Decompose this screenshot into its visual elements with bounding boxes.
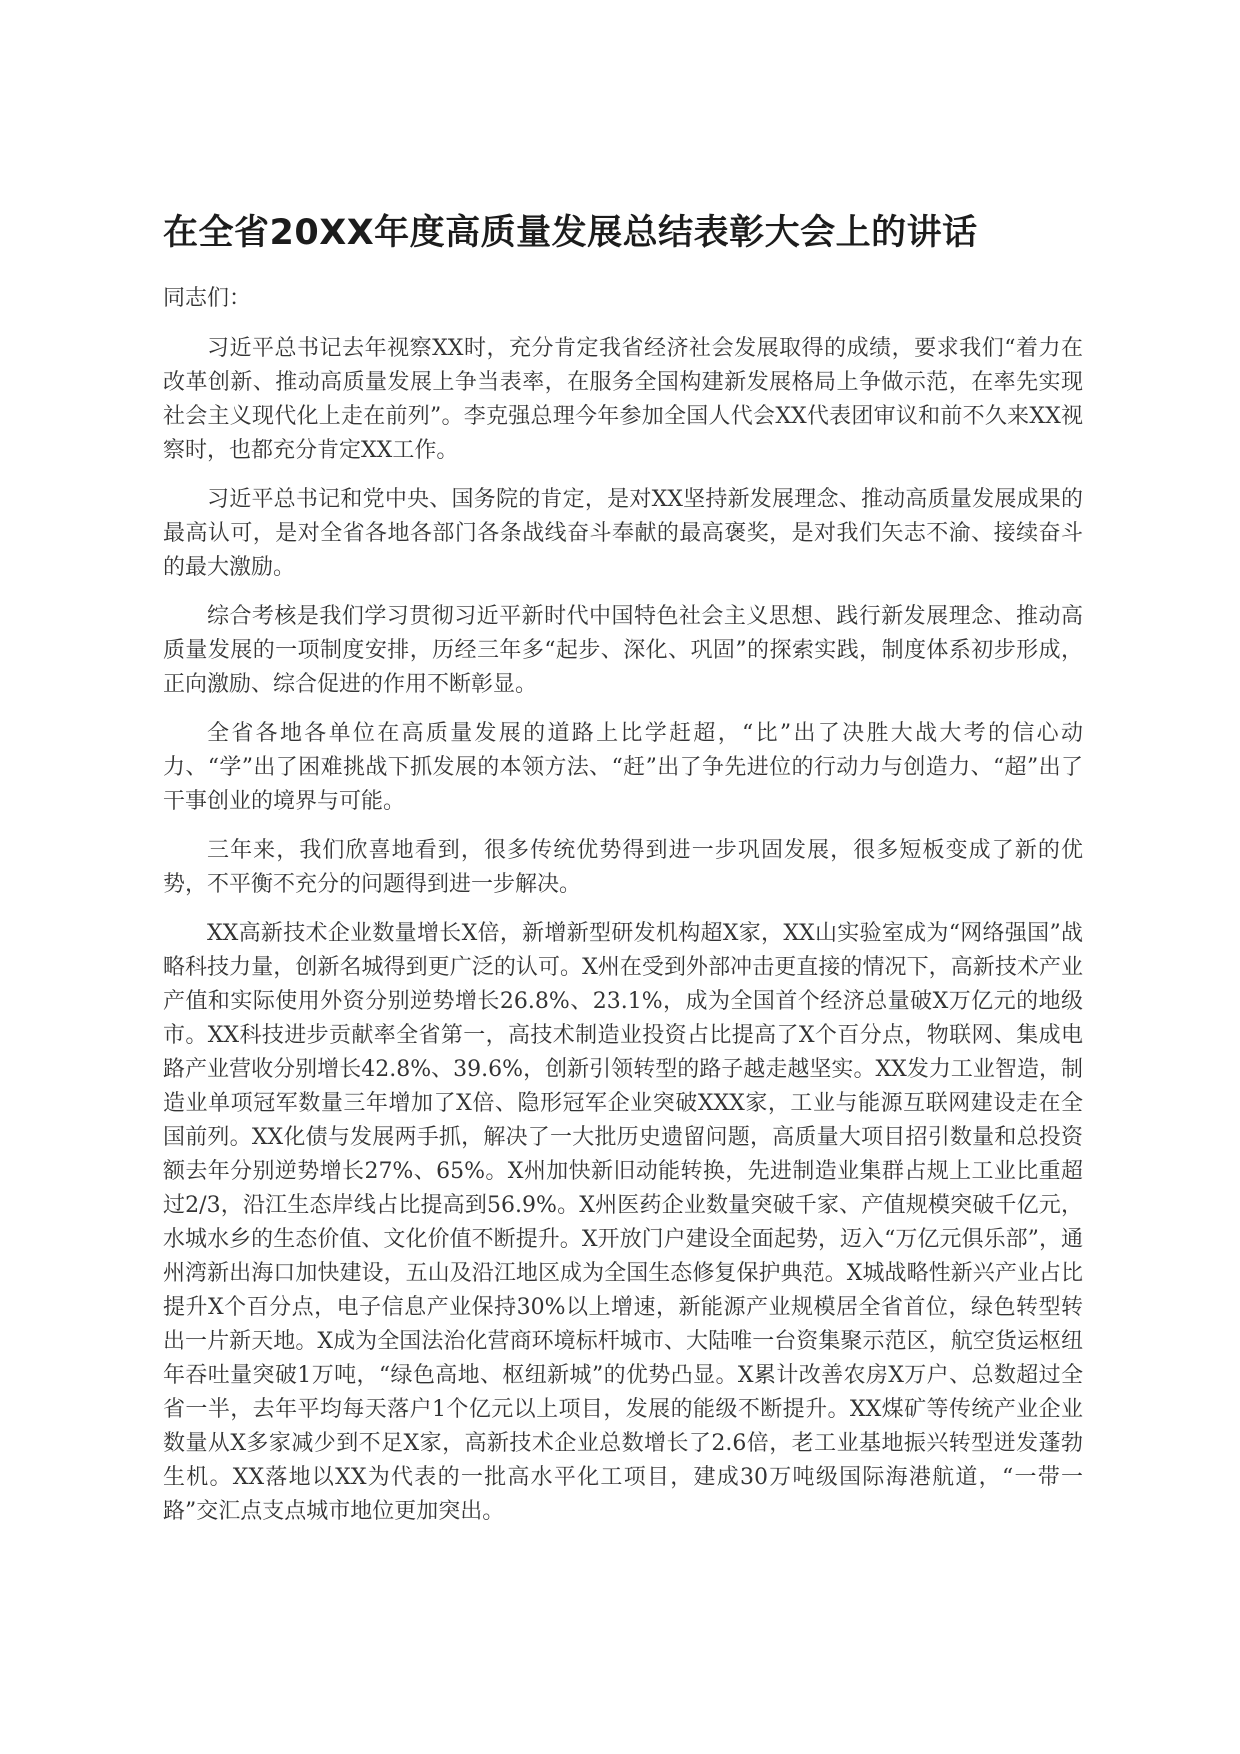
paragraph-5: 三年来，我们欣喜地看到，很多传统优势得到进一步巩固发展，很多短板变成了新的优势，不平衡不充分的问题得到进一步解决。 xyxy=(163,838,1083,897)
paragraph-1: 习近平总书记去年视察XX时，充分肯定我省经济社会发展取得的成绩，要求我们“着力在改革创新、推动高质量发展上争当表率，在服务全国构建新发展格局上争做示范，在率先实现社会主义现代化上走在前列”。李克强总理今年参加全国人代会XX代表团审议和前不久来XX视察时，也都充分肯定XX工作。 xyxy=(163,336,1083,463)
paragraph-2: 习近平总书记和党中央、国务院的肯定，是对XX坚持新发展理念、推动高质量发展成果的最高认可，是对全省各地各部门各条战线奋斗奉献的最高褒奖，是对我们矢志不渝、接续奋斗的最大激励。 xyxy=(163,487,1083,580)
document-body xyxy=(163,205,1083,1544)
document-title: 在全省20XX年度高质量发展总结表彰大会上的讲话 xyxy=(163,213,978,253)
salutation: 同志们： xyxy=(163,286,252,311)
paragraph-3: 综合考核是我们学习贯彻习近平新时代中国特色社会主义思想、践行新发展理念、推动高质量发展的一项制度安排，历经三年多“起步、深化、巩固”的探索实践，制度体系初步形成，正向激励、综合促进的作用不断彰显。 xyxy=(163,604,1083,697)
paragraph-6: XX高新技术企业数量增长X倍，新增新型研发机构超X家，XX山实验室成为“网络强国”战略科技力量，创新名城得到更广泛的认可。X州在受到外部冲击更直接的情况下，高新技术产业产值和实际使用外资分别逆势增长26.8%、23.1%，成为全国首个经济总量破X万亿元的地级市。XX科技进步贡献率全省第一，高技术制造业投资占比提高了X个百分点，物联网、集成电路产业营收分别增长42.8%、39.6%，创新引领转型的路子越走越坚实。XX发力工业智造，制造业单项冠军数量三年增加了X倍、隐形冠军企业突破XXX家，工业与能源互联网建设走在全国前列。XX化债与发展两手抓，解决了一大批历史遗留问题，高质量大项目招引数量和总投资额去年分别逆势增长27%、65%。X州加快新旧动能转换，先进制造业集群占规上工业比重超过2/3，沿江生态岸线占比提高到56.9%。X州医药企业数量突破千家、产值规模突破千亿元，水城水乡的生态价值、文化价值不断提升。X开放门户建设全面起势，迈入“万亿元俱乐部”，通州湾新出海口加快建设，五山及沿江地区成为全国生态修复保护典范。X城战略性新兴产业占比提升X个百分点，电子信息产业保持30%以上增速，新能源产业规模居全省首位，绿色转型转出一片新天地。X成为全国法治化营商环境标杆城市、大陆唯一台资集聚示范区，航空货运枢纽年吞吐量突破1万吨，“绿色高地、枢纽新城”的优势凸显。X累计改善农房X万户、总数超过全省一半，去年平均每天落户1个亿元以上项目，发展的能级不断提升。XX煤矿等传统产业企业数量从X多家减少到不足X家，高新技术企业总数增长了2.6倍，老工业基地振兴转型迸发蓬勃生机。XX落地以XX为代表的一批高水平化工项目，建成30万吨级国际海港航道，“一带一路”交汇点支点城市地位更加突出。 xyxy=(163,921,1083,1524)
paragraph-4: 全省各地各单位在高质量发展的道路上比学赶超，“比”出了决胜大战大考的信心动力、“学”出了困难挑战下抓发展的本领方法、“赶”出了争先进位的行动力与创造力、“超”出了干事创业的境界与可能。 xyxy=(163,721,1083,814)
